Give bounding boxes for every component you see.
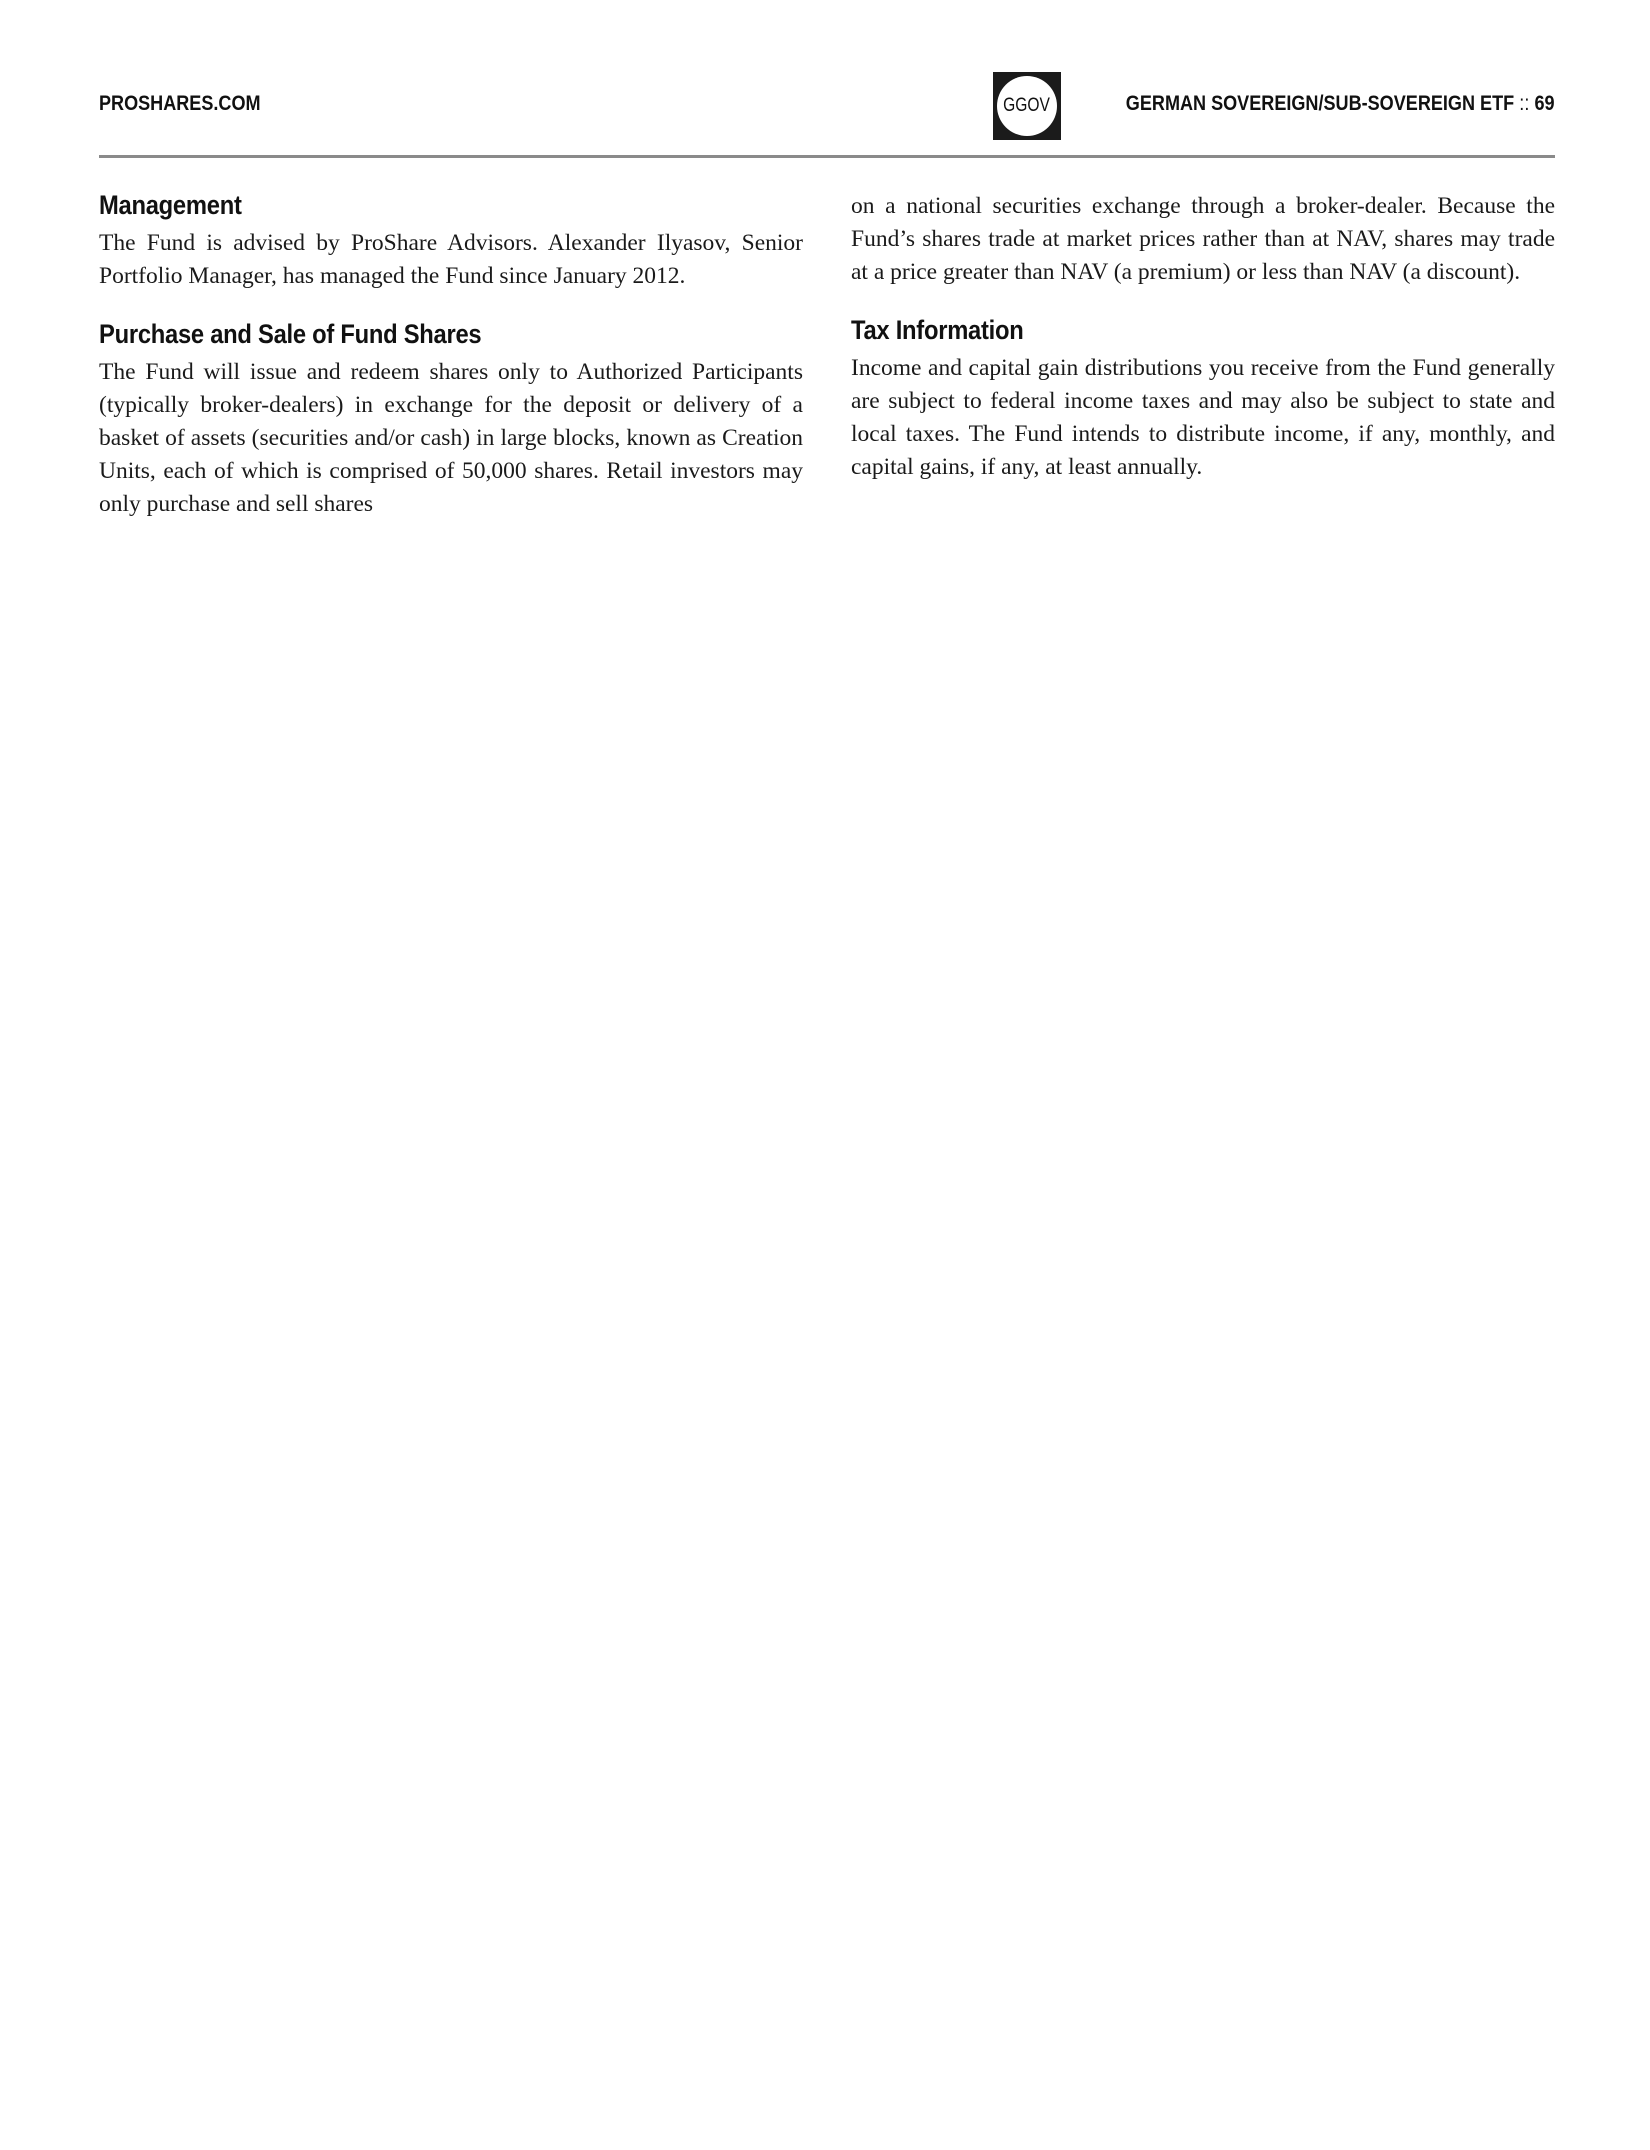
- right-column: [851, 190, 1555, 510]
- purchase-sale-continued-text: on a national securities exchange through a broker-dealer. Because the Fund’s shares trade at market prices rather than at NAV, shares may trade at a price greater than NAV (a premium) or less than NAV (a discount).: [851, 193, 1555, 285]
- ticker-badge: [993, 72, 1061, 140]
- tax-information-heading: Tax Information: [851, 315, 1024, 345]
- tax-information-section: [851, 315, 1555, 484]
- left-column: [99, 190, 803, 547]
- purchase-sale-continued-section: [851, 190, 1555, 289]
- ticker-circle: [997, 76, 1057, 136]
- page-number: 69: [1534, 92, 1555, 115]
- purchase-sale-section: [99, 319, 803, 521]
- management-text: The Fund is advised by ProShare Advisors. Alexander Ilyasov, Senior Portfolio Manager, has managed the Fund since January 2012.: [99, 230, 803, 289]
- page-header: [99, 60, 1555, 158]
- purchase-sale-text: The Fund will issue and redeem shares only to Authorized Participants (typically broker-dealers) in exchange for the deposit or delivery of a basket of assets (securities and/or cash) in large blocks, known as Creation Units, each of which is comprised of 50,000 shares. Retail investors may only purchase and sell shares: [99, 359, 803, 517]
- fund-title-header: [1126, 92, 1555, 116]
- purchase-sale-heading: Purchase and Sale of Fund Shares: [99, 319, 482, 349]
- ticker-symbol: GGOV: [1003, 95, 1051, 116]
- management-section: [99, 190, 803, 293]
- header-separator: ::: [1519, 92, 1530, 115]
- management-heading: Management: [99, 190, 242, 220]
- tax-information-text: Income and capital gain distributions you receive from the Fund generally are subject to federal income taxes and may also be subject to state and local taxes. The Fund intends to distribute income, if any, monthly, and capital gains, if any, at least annually.: [851, 355, 1555, 480]
- site-url[interactable]: PROSHARES.COM: [99, 92, 261, 115]
- fund-name: GERMAN SOVEREIGN/SUB-SOVEREIGN ETF: [1126, 92, 1515, 115]
